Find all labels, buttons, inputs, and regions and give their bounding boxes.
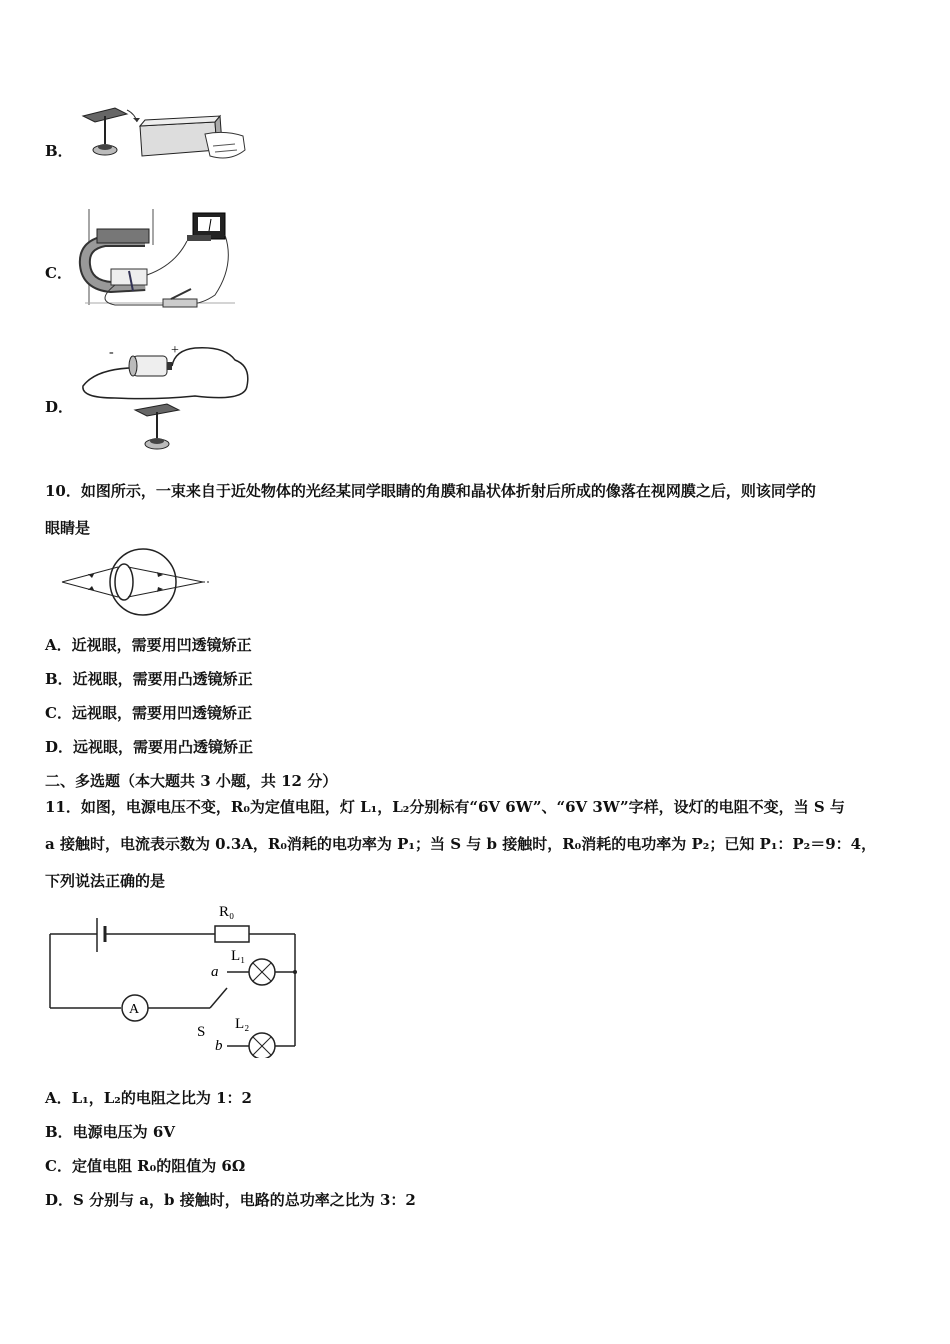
ammeter-label: A <box>129 1002 140 1017</box>
q10-stem-line1: 10．如图所示，一束来自于近处物体的光经某同学眼睛的角膜和晶状体折射后所成的像落在视网膜之后，则该同学的 <box>45 482 816 500</box>
q9-option-c-figure <box>75 205 255 315</box>
q11-stem-line3: 下列说法正确的是 <box>45 872 166 890</box>
eyeball-circle <box>110 549 176 615</box>
q9-option-c-label: C． <box>45 264 72 282</box>
q9-option-b-label: B． <box>45 142 73 160</box>
r0-label: R₀ <box>219 904 235 920</box>
q10-option-b: B．近视眼，需要用凸透镜矫正 <box>45 670 253 688</box>
eye-diagram <box>58 545 218 620</box>
lens-ellipse <box>115 564 133 600</box>
resistor-r0 <box>215 926 249 942</box>
switch-s <box>210 988 227 1008</box>
contact-a-label: a <box>211 964 219 980</box>
switch-label: S <box>197 1024 206 1040</box>
q11-stem-line2: a 接触时，电流表示数为 0.3A，R₀消耗的电功率为 P₁；当 S 与 b 接触时，R₀消耗的电功率为 P₂；已知 P₁：P₂＝9：4， <box>45 835 877 853</box>
q9-option-d-figure <box>75 340 260 460</box>
q11-stem-line1: 11．如图，电源电压不变，R₀为定值电阻，灯 L₁，L₂分别标有“6V 6W”、“6V 3W”字样，设灯的电阻不变，当 S 与 <box>45 798 845 816</box>
q10-option-d: D．远视眼，需要用凸透镜矫正 <box>45 738 254 756</box>
l2-label: L₂ <box>235 1016 250 1032</box>
q9-option-d-label: D． <box>45 398 74 416</box>
q9-option-b-figure <box>75 100 255 175</box>
q10-option-c: C．远视眼，需要用凹透镜矫正 <box>45 704 252 722</box>
q11-option-d: D．S 分别与 a，b 接触时，电路的总功率之比为 3：2 <box>45 1191 416 1209</box>
battery-plus-sign: + <box>171 343 179 358</box>
battery-minus-sign: - <box>109 345 114 360</box>
q10-stem-line2: 眼睛是 <box>45 519 91 537</box>
contact-b-label: b <box>215 1038 223 1054</box>
q11-option-b: B．电源电压为 6V <box>45 1123 175 1141</box>
q11-option-a: A．L₁，L₂的电阻之比为 1：2 <box>45 1089 252 1107</box>
q11-option-c: C．定值电阻 R₀的阻值为 6Ω <box>45 1157 246 1175</box>
q10-option-a: A．近视眼，需要用凹透镜矫正 <box>45 636 252 654</box>
l1-label: L₁ <box>231 948 246 964</box>
circuit-diagram <box>45 898 310 1058</box>
section2-title: 二、多选题（本大题共 3 小题，共 12 分） <box>45 772 338 790</box>
